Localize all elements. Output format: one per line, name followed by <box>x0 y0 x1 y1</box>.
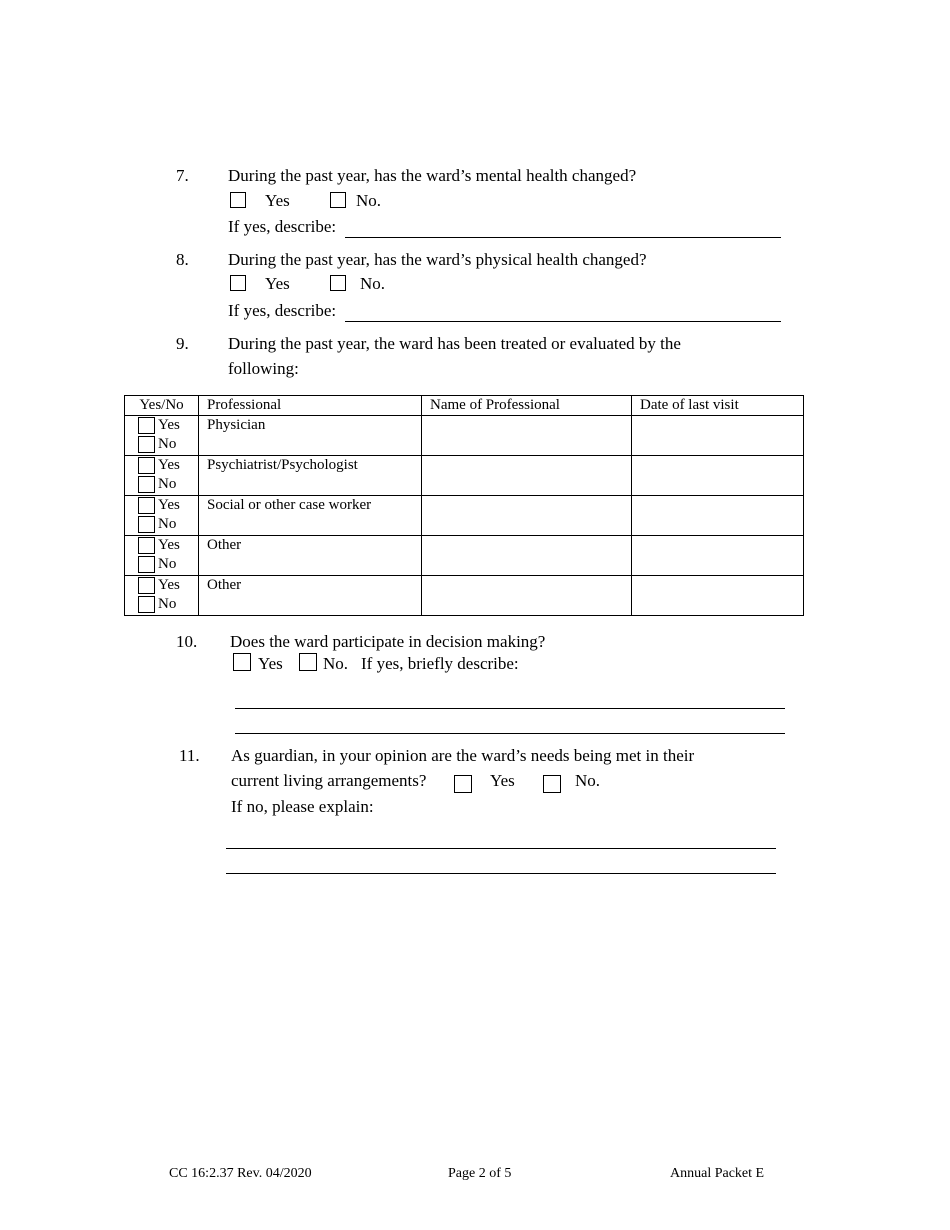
row-yes-label: Yes <box>158 417 180 433</box>
row-no-checkbox[interactable] <box>138 556 155 573</box>
row-no-label: No <box>158 476 177 492</box>
q10-no-label: No. <box>323 654 349 673</box>
header-name-of-professional: Name of Professional <box>422 396 632 416</box>
date-of-last-visit-cell[interactable] <box>632 576 804 616</box>
q7-yes-checkbox[interactable] <box>230 192 246 208</box>
yes-no-cell <box>125 496 199 536</box>
q8-number: 8. <box>176 250 189 269</box>
name-of-professional-cell[interactable] <box>422 456 632 496</box>
name-of-professional-cell[interactable] <box>422 576 632 616</box>
header-professional: Professional <box>199 396 422 416</box>
q11-no-checkbox[interactable] <box>543 775 561 793</box>
q11-yes-label: Yes <box>490 771 515 790</box>
row-no-label: No <box>158 516 177 532</box>
table-header-row <box>125 396 804 416</box>
date-of-last-visit-cell[interactable] <box>632 456 804 496</box>
name-of-professional-cell[interactable] <box>422 536 632 576</box>
q10-text: Does the ward participate in decision making? <box>230 632 546 651</box>
table-row <box>125 456 804 496</box>
footer-form-id: CC 16:2.37 Rev. 04/2020 <box>169 1166 312 1181</box>
q10-describe-label: If yes, briefly describe: <box>361 654 519 673</box>
q7-yes-label: Yes <box>265 191 290 210</box>
q11-number: 11. <box>179 746 200 765</box>
q8-describe-line[interactable] <box>345 321 781 322</box>
q7-describe-line[interactable] <box>345 237 781 238</box>
footer-page-number: Page 2 of 5 <box>448 1166 512 1181</box>
q8-no-checkbox[interactable] <box>330 275 346 291</box>
date-of-last-visit-cell[interactable] <box>632 496 804 536</box>
q7-text: During the past year, has the ward’s mental health changed? <box>228 166 637 185</box>
name-of-professional-cell[interactable] <box>422 416 632 456</box>
q10-yes-checkbox[interactable] <box>233 653 251 671</box>
row-yes-checkbox[interactable] <box>138 497 155 514</box>
row-no-checkbox[interactable] <box>138 476 155 493</box>
q9-text-line1: During the past year, the ward has been treated or evaluated by the <box>228 334 681 353</box>
professionals-table <box>124 395 804 616</box>
q8-no-label: No. <box>360 274 386 293</box>
row-yes-checkbox[interactable] <box>138 577 155 594</box>
q7-describe-label: If yes, describe: <box>228 217 337 236</box>
q10-describe-line-2[interactable] <box>235 733 785 734</box>
date-of-last-visit-cell[interactable] <box>632 536 804 576</box>
row-no-checkbox[interactable] <box>138 516 155 533</box>
table-row <box>125 416 804 456</box>
table-row <box>125 496 804 536</box>
professional-cell: Physician <box>199 416 422 456</box>
q10-yes-label: Yes <box>258 654 283 673</box>
q8-text: During the past year, has the ward’s physical health changed? <box>228 250 647 269</box>
name-of-professional-cell[interactable] <box>422 496 632 536</box>
professional-cell: Psychiatrist/Psychologist <box>199 456 422 496</box>
table-row <box>125 576 804 616</box>
row-no-checkbox[interactable] <box>138 436 155 453</box>
yes-no-cell <box>125 576 199 616</box>
q10-no-checkbox[interactable] <box>299 653 317 671</box>
q8-describe-label: If yes, describe: <box>228 301 337 320</box>
professional-cell: Other <box>199 536 422 576</box>
q9-text-line2: following: <box>228 359 299 378</box>
row-no-label: No <box>158 556 177 572</box>
q10-describe-line-1[interactable] <box>235 708 785 709</box>
row-yes-label: Yes <box>158 537 180 553</box>
q11-text-line1: As guardian, in your opinion are the ward’s needs being met in their <box>231 746 695 765</box>
q8-yes-checkbox[interactable] <box>230 275 246 291</box>
table-row <box>125 536 804 576</box>
q8-yes-label: Yes <box>265 274 290 293</box>
q11-explain-line-2[interactable] <box>226 873 776 874</box>
professional-cell: Other <box>199 576 422 616</box>
date-of-last-visit-cell[interactable] <box>632 416 804 456</box>
header-yes-no: Yes/No <box>125 396 199 416</box>
row-yes-label: Yes <box>158 457 180 473</box>
professional-cell: Social or other case worker <box>199 496 422 536</box>
q11-no-label: No. <box>575 771 601 790</box>
yes-no-cell <box>125 416 199 456</box>
footer-packet-name: Annual Packet E <box>670 1166 765 1181</box>
row-no-label: No <box>158 596 177 612</box>
q9-number: 9. <box>176 334 189 353</box>
row-yes-checkbox[interactable] <box>138 417 155 434</box>
row-no-checkbox[interactable] <box>138 596 155 613</box>
q7-no-checkbox[interactable] <box>330 192 346 208</box>
header-date-of-last-visit: Date of last visit <box>632 396 804 416</box>
row-no-label: No <box>158 436 177 452</box>
row-yes-label: Yes <box>158 497 180 513</box>
row-yes-label: Yes <box>158 577 180 593</box>
q11-explain-label: If no, please explain: <box>231 797 374 816</box>
row-yes-checkbox[interactable] <box>138 537 155 554</box>
q11-text-line2: current living arrangements? <box>231 771 427 790</box>
q10-number: 10. <box>176 632 198 651</box>
q11-yes-checkbox[interactable] <box>454 775 472 793</box>
row-yes-checkbox[interactable] <box>138 457 155 474</box>
yes-no-cell <box>125 536 199 576</box>
yes-no-cell <box>125 456 199 496</box>
q7-number: 7. <box>176 166 189 185</box>
q7-no-label: No. <box>356 191 382 210</box>
q11-explain-line-1[interactable] <box>226 848 776 849</box>
